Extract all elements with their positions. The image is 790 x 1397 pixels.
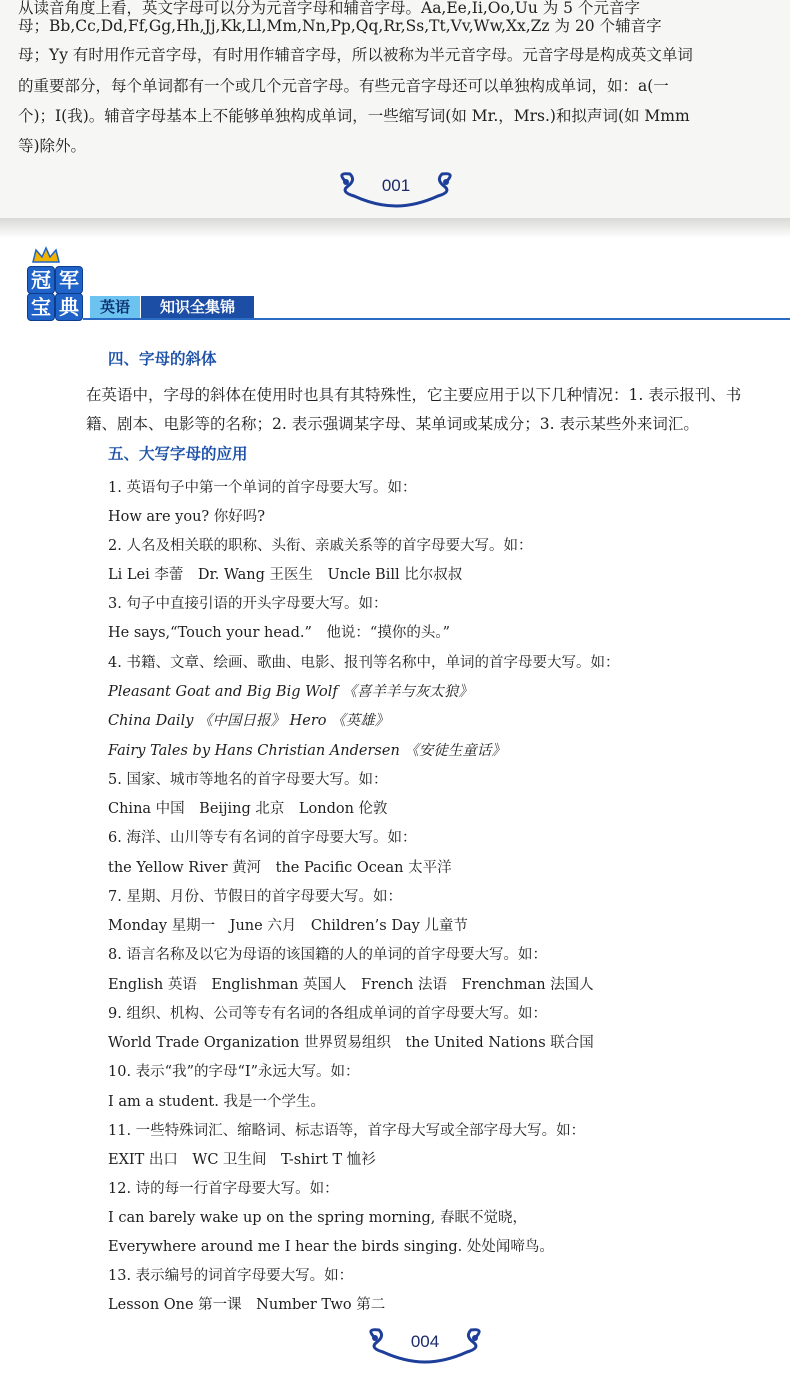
example-line: How are you? 你好吗? bbox=[108, 509, 266, 525]
example-line: China 中国 Beijing 北京 London 伦敦 bbox=[108, 801, 388, 817]
rule-line: 3. 句子中直接引语的开头字母要大写。如： bbox=[108, 596, 388, 612]
text-line: 从读音角度上看，英文字母可以分为元音字母和辅音字母。Aa,Ee,Ii,Oo,Uu 为 5 个元音字 bbox=[18, 0, 640, 17]
crown-icon bbox=[31, 246, 61, 264]
page-gutter bbox=[0, 218, 790, 238]
example-line: Lesson One 第一课 Number Two 第二 bbox=[108, 1297, 386, 1313]
text-line: 母；Bb,Cc,Dd,Ff,Gg,Hh,Jj,Kk,Ll,Mm,Nn,Pp,Qq,Rr,Ss,Tt,Vv,Ww,Xx,Zz 为 20 个辅音字 bbox=[18, 17, 662, 35]
section-heading: 四、字母的斜体 bbox=[108, 350, 217, 368]
rule-line: 8. 语言名称及以它为母语的该国籍的人的单词的首字母要大写。如： bbox=[108, 947, 547, 963]
logo-char: 典 bbox=[55, 293, 83, 321]
example-line: EXIT 出口 WC 卫生间 T-shirt T 恤衫 bbox=[108, 1152, 376, 1168]
rule-line: 10. 表示“我”的字母“I”永远大写。如： bbox=[108, 1064, 360, 1080]
rule-line: 2. 人名及相关联的职称、头衔、亲戚关系等的首字母要大写。如： bbox=[108, 538, 533, 554]
example-line: He says,“Touch your head.” 他说：“摸你的头。” bbox=[108, 625, 451, 641]
rule-line: 9. 组织、机构、公司等专有名词的各组成单词的首字母要大写。如： bbox=[108, 1006, 547, 1022]
rule-line: 6. 海洋、山川等专有名词的首字母要大写。如： bbox=[108, 830, 417, 846]
header-divider bbox=[83, 318, 790, 320]
rule-line: 12. 诗的每一行首字母要大写。如： bbox=[108, 1181, 339, 1197]
rule-line: 5. 国家、城市等地名的首字母要大写。如： bbox=[108, 772, 388, 788]
paragraph-line: 在英语中，字母的斜体在使用时也具有其特殊性，它主要应用于以下几种情况：1. 表示报刊、书 bbox=[86, 386, 742, 404]
example-line: English 英语 Englishman 英国人 French 法语 Frenchman 法国人 bbox=[108, 977, 594, 993]
page-number: 001 bbox=[381, 176, 411, 195]
example-line: I am a student. 我是一个学生。 bbox=[108, 1094, 325, 1110]
section-heading: 五、大写字母的应用 bbox=[108, 445, 248, 463]
page-number-badge bbox=[326, 166, 466, 212]
rule-line: 7. 星期、月份、节假日的首字母要大写。如： bbox=[108, 889, 402, 905]
series-label: 知识全集锦 bbox=[141, 296, 254, 318]
logo-char: 宝 bbox=[27, 293, 55, 321]
rule-line: 13. 表示编号的词首字母要大写。如： bbox=[108, 1268, 354, 1284]
brand-logo bbox=[27, 246, 83, 320]
page-number-badge bbox=[355, 1322, 495, 1368]
example-line: China Daily 《中国日报》 Hero 《英雄》 bbox=[108, 713, 390, 729]
previous-page-fragment bbox=[0, 0, 790, 218]
example-line: World Trade Organization 世界贸易组织 the United Nations 联合国 bbox=[108, 1035, 594, 1051]
subject-label: 英语 bbox=[90, 296, 140, 318]
example-line: Monday 星期一 June 六月 Children’s Day 儿童节 bbox=[108, 918, 468, 934]
rule-line: 11. 一些特殊词汇、缩略词、标志语等，首字母大写或全部字母大写。如： bbox=[108, 1123, 586, 1139]
text-line: 等)除外。 bbox=[18, 137, 87, 155]
example-line: I can barely wake up on the spring morning, 春眠不觉晓， bbox=[108, 1210, 527, 1226]
text-line: 个)；I(我)。辅音字母基本上不能够单独构成单词，一些缩写词(如 Mr.，Mrs.)和拟声词(如 Mmm bbox=[18, 107, 690, 125]
paragraph-line: 籍、剧本、电影等的名称；2. 表示强调某字母、某单词或某成分；3. 表示某些外来词汇。 bbox=[86, 415, 699, 433]
example-line: Pleasant Goat and Big Big Wolf 《喜羊羊与灰太狼》 bbox=[108, 684, 473, 700]
rule-line: 4. 书籍、文章、绘画、歌曲、电影、报刊等名称中，单词的首字母要大写。如： bbox=[108, 655, 620, 671]
rule-line: 1. 英语句子中第一个单词的首字母要大写。如： bbox=[108, 480, 417, 496]
example-line: the Yellow River 黄河 the Pacific Ocean 太平洋 bbox=[108, 860, 452, 876]
example-line: Li Lei 李蕾 Dr. Wang 王医生 Uncle Bill 比尔叔叔 bbox=[108, 567, 463, 583]
logo-char: 冠 bbox=[27, 266, 55, 294]
text-line: 的重要部分，每个单词都有一个或几个元音字母。有些元音字母还可以单独构成单词，如：a(一 bbox=[18, 77, 669, 95]
example-line: Fairy Tales by Hans Christian Andersen 《安徒生童话》 bbox=[108, 743, 506, 759]
logo-char: 军 bbox=[55, 266, 83, 294]
example-line: Everywhere around me I hear the birds singing. 处处闻啼鸟。 bbox=[108, 1239, 554, 1255]
text-line: 母；Yy 有时用作元音字母，有时用作辅音字母，所以被称为半元音字母。元音字母是构成英文单词 bbox=[18, 46, 693, 64]
page-number: 004 bbox=[410, 1332, 440, 1351]
